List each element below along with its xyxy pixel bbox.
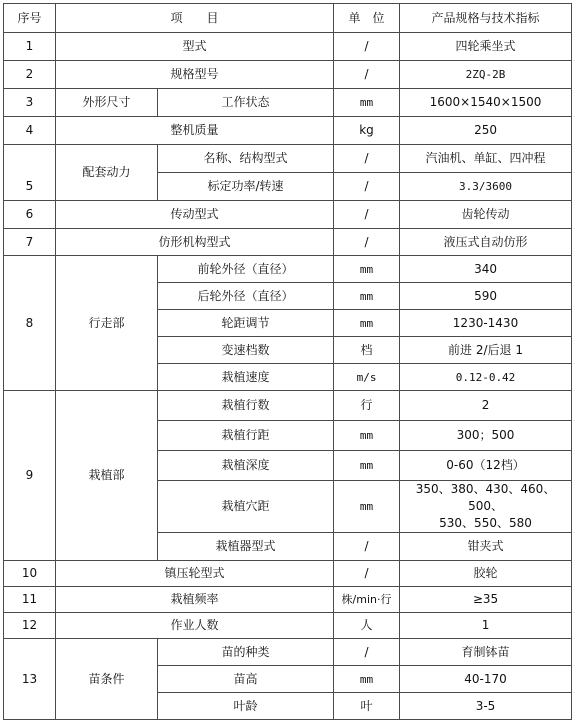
row-group: 配套动力 — [56, 145, 158, 201]
row-item: 镇压轮型式 — [56, 561, 334, 587]
row-unit: mm — [334, 310, 400, 337]
table-row — [4, 391, 572, 421]
row-item: 仿形机构型式 — [56, 229, 334, 256]
row-unit: / — [334, 533, 400, 561]
row-spec: 四轮乘坐式 — [400, 33, 572, 61]
row-seq: 2 — [4, 61, 56, 89]
row-item: 型式 — [56, 33, 334, 61]
row-spec: 汽油机、单缸、四冲程 — [400, 145, 572, 173]
row-seq: 1 — [4, 33, 56, 61]
table-row — [4, 613, 572, 639]
row-item: 标定功率/转速 — [158, 173, 334, 201]
row-item: 栽植行数 — [158, 391, 334, 421]
row-spec: 590 — [400, 283, 572, 310]
row-group: 行走部 — [56, 256, 158, 391]
row-item: 名称、结构型式 — [158, 145, 334, 173]
table-row — [4, 89, 572, 117]
row-spec: 40-170 — [400, 666, 572, 693]
row-item: 传动型式 — [56, 201, 334, 229]
row-spec: 0-60（12档） — [400, 451, 572, 481]
table-row — [4, 33, 572, 61]
row-seq: 10 — [4, 561, 56, 587]
row-unit: 档 — [334, 337, 400, 364]
row-unit: mm — [334, 481, 400, 533]
row-group: 外形尺寸 — [56, 89, 158, 117]
row-unit: kg — [334, 117, 400, 145]
row-spec: 3-5 — [400, 693, 572, 720]
row-unit: / — [334, 145, 400, 173]
row-unit: / — [334, 173, 400, 201]
row-unit: m/s — [334, 364, 400, 391]
row-spec: 胶轮 — [400, 561, 572, 587]
spec-line-2: 530、550、580 — [439, 516, 532, 530]
row-unit: mm — [334, 451, 400, 481]
row-spec — [400, 481, 572, 533]
row-item: 整机质量 — [56, 117, 334, 145]
row-unit: 人 — [334, 613, 400, 639]
row-spec: 1 — [400, 613, 572, 639]
row-item: 栽植器型式 — [158, 533, 334, 561]
row-spec: 300；500 — [400, 421, 572, 451]
row-seq: 7 — [4, 229, 56, 256]
row-spec: 育制钵苗 — [400, 639, 572, 666]
row-item: 变速档数 — [158, 337, 334, 364]
row-spec: 3.3/3600 — [400, 173, 572, 201]
row-spec: 齿轮传动 — [400, 201, 572, 229]
row-item: 前轮外径（直径） — [158, 256, 334, 283]
row-unit: / — [334, 561, 400, 587]
row-unit: 株/min·行 — [334, 587, 400, 613]
row-seq: 9 — [4, 391, 56, 561]
row-spec: 钳夹式 — [400, 533, 572, 561]
table-row — [4, 117, 572, 145]
row-item: 栽植行距 — [158, 421, 334, 451]
table-row — [4, 256, 572, 283]
row-spec: 液压式自动仿形 — [400, 229, 572, 256]
table-row — [4, 639, 572, 666]
row-group: 苗条件 — [56, 639, 158, 720]
row-unit: / — [334, 229, 400, 256]
table-row — [4, 561, 572, 587]
spec-table — [3, 3, 572, 720]
row-unit: mm — [334, 256, 400, 283]
table-row — [4, 201, 572, 229]
header-unit: 单 位 — [334, 4, 400, 33]
row-unit: / — [334, 33, 400, 61]
row-spec: ≥35 — [400, 587, 572, 613]
row-seq: 5 — [4, 145, 56, 201]
row-item: 栽植频率 — [56, 587, 334, 613]
row-spec: 1230-1430 — [400, 310, 572, 337]
row-item: 轮距调节 — [158, 310, 334, 337]
row-item: 规格型号 — [56, 61, 334, 89]
row-unit: mm — [334, 666, 400, 693]
row-unit: mm — [334, 421, 400, 451]
row-spec: 340 — [400, 256, 572, 283]
row-spec: 1600×1540×1500 — [400, 89, 572, 117]
row-spec: 250 — [400, 117, 572, 145]
row-seq: 4 — [4, 117, 56, 145]
row-unit: / — [334, 61, 400, 89]
table-row — [4, 229, 572, 256]
table-row — [4, 587, 572, 613]
row-spec: 2 — [400, 391, 572, 421]
row-unit: mm — [334, 89, 400, 117]
row-spec: 2ZQ-2B — [400, 61, 572, 89]
row-seq: 6 — [4, 201, 56, 229]
row-unit: / — [334, 639, 400, 666]
header-row — [4, 4, 572, 33]
header-item: 项 目 — [56, 4, 334, 33]
row-seq: 11 — [4, 587, 56, 613]
row-seq: 3 — [4, 89, 56, 117]
row-item: 工作状态 — [158, 89, 334, 117]
header-spec: 产品规格与技术指标 — [400, 4, 572, 33]
table-row — [4, 61, 572, 89]
row-unit: mm — [334, 283, 400, 310]
row-group: 栽植部 — [56, 391, 158, 561]
row-spec: 前进 2/后退 1 — [400, 337, 572, 364]
row-item: 后轮外径（直径） — [158, 283, 334, 310]
table-row — [4, 145, 572, 173]
row-item: 栽植穴距 — [158, 481, 334, 533]
row-item: 苗的种类 — [158, 639, 334, 666]
header-seq: 序号 — [4, 4, 56, 33]
row-seq: 12 — [4, 613, 56, 639]
row-item: 栽植深度 — [158, 451, 334, 481]
row-item: 作业人数 — [56, 613, 334, 639]
row-unit: 行 — [334, 391, 400, 421]
row-unit: / — [334, 201, 400, 229]
row-item: 栽植速度 — [158, 364, 334, 391]
spec-line-1: 350、380、430、460、500、 — [415, 482, 556, 513]
row-spec: 0.12-0.42 — [400, 364, 572, 391]
row-item: 苗高 — [158, 666, 334, 693]
row-seq: 13 — [4, 639, 56, 720]
row-item: 叶龄 — [158, 693, 334, 720]
row-unit: 叶 — [334, 693, 400, 720]
row-seq: 8 — [4, 256, 56, 391]
